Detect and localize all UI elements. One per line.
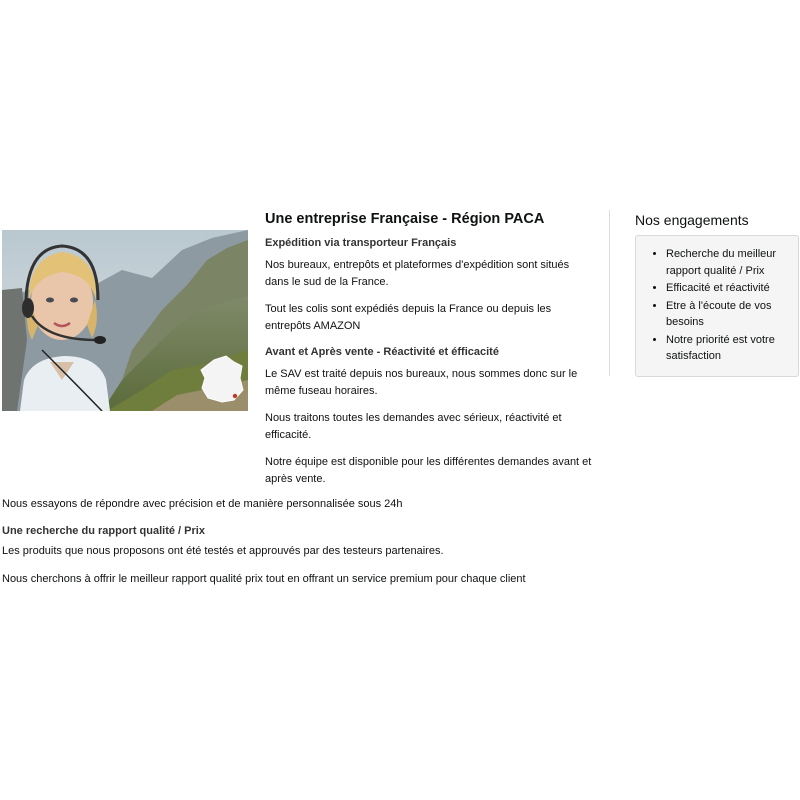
engagement-item: • Efficacité et réactivité xyxy=(666,280,790,297)
hero-image xyxy=(2,230,248,411)
support-agent-mountain-illustration xyxy=(2,230,248,411)
engagements-list xyxy=(644,246,790,365)
premium-service-paragraph: Nous cherchons à offrir le meilleur rapport qualité prix tout en offrant un service premium pour chaque client xyxy=(2,573,526,585)
team-paragraph: Notre équipe est disponible pour les différentes demandes avant et après vente. xyxy=(265,456,592,485)
page-title: Une entreprise Française - Région PACA xyxy=(265,211,545,227)
engagements-title: Nos engagements xyxy=(635,212,749,228)
engagements-box xyxy=(635,235,799,377)
response-time-paragraph: Nous essayons de répondre avec précision et de manière personnalisée sous 24h xyxy=(2,498,403,510)
column-divider xyxy=(609,210,610,376)
bottom-text-block xyxy=(2,496,782,599)
parcels-paragraph: Tout les colis sont expédiés depuis la France ou depuis les entrepôts AMAZON xyxy=(265,303,552,332)
quality-price-subtitle: Une recherche du rapport qualité / Prix xyxy=(2,525,205,537)
tested-products-paragraph: Les produits que nous proposons ont été testés et approuvés par des testeurs partenaires. xyxy=(2,545,444,557)
engagement-item: • Notre priorité est votre satisfaction xyxy=(666,332,790,365)
after-sales-subtitle: Avant et Après vente - Réactivité et éfficacité xyxy=(265,346,499,358)
engagements-section xyxy=(635,211,799,377)
engagement-item: • Etre à l'écoute de vos besoins xyxy=(666,298,790,331)
sav-paragraph: Le SAV est traité depuis nos bureaux, nous sommes donc sur le même fuseau horaires. xyxy=(265,368,578,397)
engagement-item: • Recherche du meilleur rapport qualité / Prix xyxy=(666,246,790,279)
offices-paragraph: Nos bureaux, entrepôts et plateformes d'expédition sont situés dans le sud de la France. xyxy=(265,259,570,288)
shipping-subtitle: Expédition via transporteur Français xyxy=(265,237,457,249)
requests-paragraph: Nous traitons toutes les demandes avec sérieux, réactivité et efficacité. xyxy=(265,412,562,441)
company-description xyxy=(265,210,595,498)
